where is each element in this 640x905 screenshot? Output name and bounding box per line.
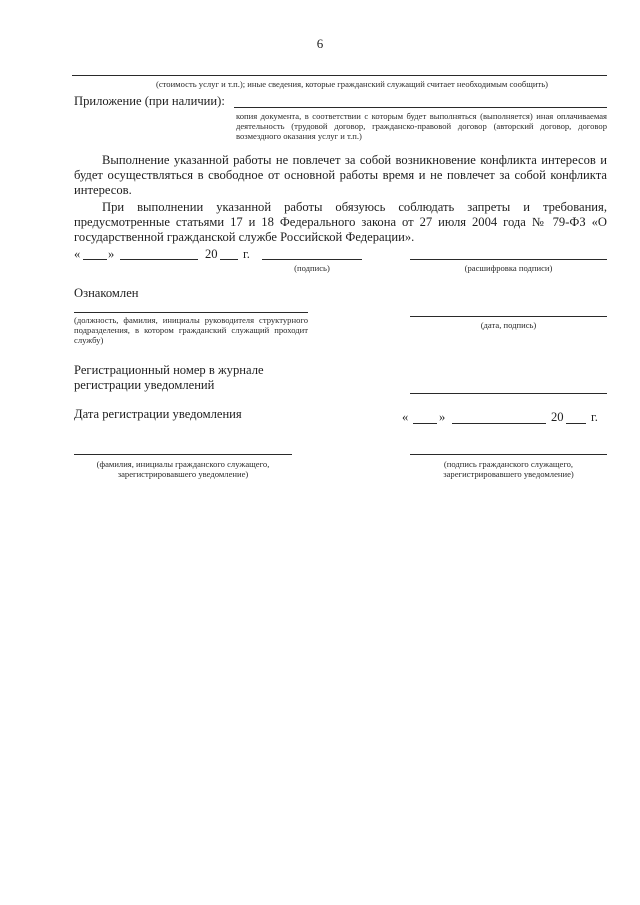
date-day-field[interactable] <box>83 259 107 260</box>
signature-caption: (подпись) <box>294 263 330 273</box>
paragraph-obligations <box>74 200 607 245</box>
registrar-name-line[interactable] <box>74 454 292 455</box>
paragraph-conflict-text: Выполнение указанной работы не повлечет за собой возникновение конфликта интересов и будет осуществляться в свободное от основной работы время и не повлечет за собой конфликта интересов. <box>74 153 607 197</box>
paragraph-obligations-text: При выполнении указанной работы обязуюсь соблюдать запреты и требования, предусмотренные статьями 17 и 18 Федерального закона от 27 июля 2004 года № 79-ФЗ «О государственной гражданской службе Российской Федерации». <box>74 200 607 244</box>
attachment-caption: копия документа, в соответствии с которым будет выполняться (выполняется) иная оплачиваемая деятельность (трудовой договор, гражданско-правовой договор (авторский договор, договор возмездного оказания услуг и т.п.) <box>236 111 607 141</box>
date-month-field[interactable] <box>120 259 198 260</box>
registrar-signature-caption: (подпись гражданского служащего, зарегистрировавшего уведомление) <box>443 459 574 479</box>
acknowledged-date-caption: (дата, подпись) <box>480 320 537 330</box>
paragraph-conflict <box>74 153 607 198</box>
reg-date-open-quote: « <box>402 410 409 424</box>
date-year-field[interactable] <box>220 259 238 260</box>
date-open-quote: « <box>74 247 81 261</box>
registrar-name-caption: (фамилия, инициалы гражданского служащего, зарегистрировавшего уведомление) <box>96 459 270 479</box>
acknowledged-label: Ознакомлен <box>74 286 139 300</box>
date-year-prefix: 20 <box>205 247 218 261</box>
reg-date-day-field[interactable] <box>413 423 437 424</box>
registration-number-line[interactable] <box>410 393 607 394</box>
acknowledged-position-line[interactable] <box>74 312 308 313</box>
attachment-line[interactable] <box>234 107 607 108</box>
reg-date-year-prefix: 20 <box>551 410 564 424</box>
top-line <box>72 75 607 76</box>
reg-date-month-field[interactable] <box>452 423 546 424</box>
reg-date-year-field[interactable] <box>566 423 586 424</box>
top-caption: (стоимость услуг и т.п.); иные сведения, которые гражданский служащий считает необходимым сообщить) <box>155 79 549 89</box>
decode-line[interactable] <box>410 259 607 260</box>
reg-date-close-quote: » <box>439 410 446 424</box>
acknowledged-position-caption: (должность, фамилия, инициалы руководителя структурного подразделения, в котором гражданский служащий проходит службу) <box>74 315 308 345</box>
decode-caption: (расшифровка подписи) <box>464 263 553 273</box>
acknowledged-date-line[interactable] <box>410 316 607 317</box>
date-year-suffix: г. <box>243 247 250 261</box>
reg-date-year-suffix: г. <box>591 410 598 424</box>
signature-line[interactable] <box>262 259 362 260</box>
page-number: 6 <box>316 36 324 51</box>
attachment-label: Приложение (при наличии): <box>74 94 225 108</box>
date-close-quote: » <box>108 247 115 261</box>
registration-number-label: Регистрационный номер в журнале регистрации уведомлений <box>74 363 264 392</box>
registrar-signature-line[interactable] <box>410 454 607 455</box>
registration-date-label: Дата регистрации уведомления <box>74 407 242 421</box>
